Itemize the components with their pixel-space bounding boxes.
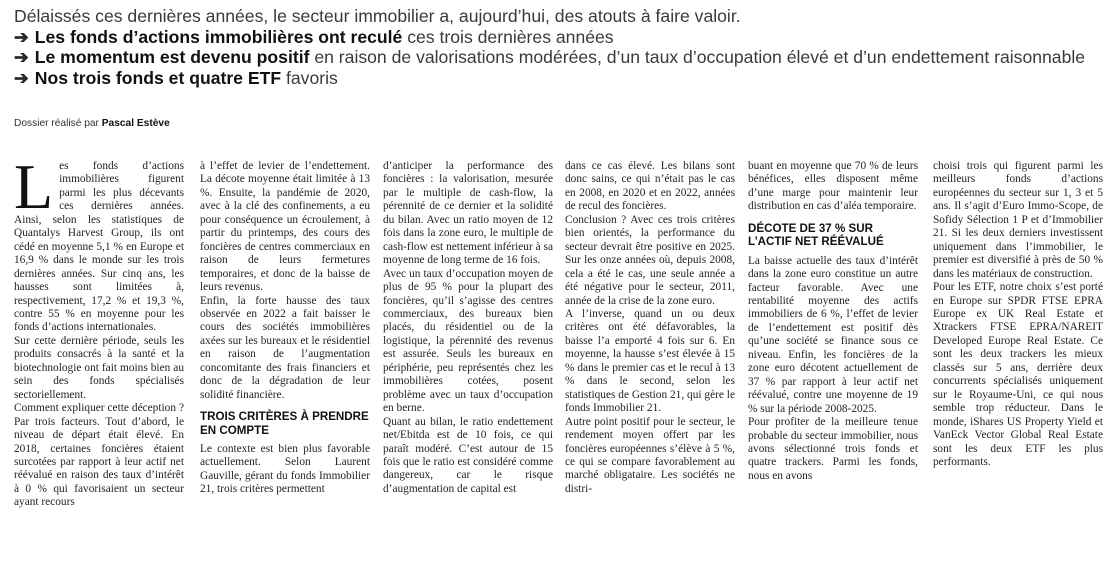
paragraph: à l’effet de levier de l’endettement. La décote moyenne était limitée à 13 %. Ensuite, la pandémie de 2020, avec à la clé des confinements, a eu pour conséquence un écroulement, à partir du printemps, des cours des foncières de centres commerciaux en raison de leurs fermetures temporaires, et donc de la baisse de leurs revenus. — [200, 160, 370, 294]
paragraph: Avec un taux d’occupation moyen de plus de 95 % pour la plupart des foncières, qu’il s’agisse des centres commerciaux, des bureaux bien placés, du résidentiel ou de la logistique, la pérennité des revenus est assurée. Seuls les bureaux en périphérie, peu représentés chez les immobilières cotées, posent problème avec un taux d’occupation en berne. — [383, 267, 553, 415]
drop-cap: L — [14, 151, 54, 222]
paragraph: Pour les ETF, notre choix s’est porté en Europe sur SPDR FTSE EPRA Europe ex UK Real Estate et Xtrackers FTSE EPRA/NAREIT Developed Europe Real Estate. Ce sont les deux trackers les mieux classés sur 5 ans, derrière deux concurrents spécialisés uniquement sur le Royaume-Uni, ce qui nous semble trop réducteur. Dans le monde, iShares US Property Yield et VanEck Vector Global Real Estate sont les deux ETF les plus performants. — [933, 281, 1103, 468]
paragraph: Conclusion ? Avec ces trois critères bien orientés, la performance du secteur devrait être positive en 2025. Sur les onze années où, depuis 2008, cela a été le cas, une seule année a été négative pour le secteur, 2011, année de la crise de la zone euro. — [565, 213, 735, 307]
byline — [14, 118, 170, 129]
arrow-icon: ➔ — [14, 67, 29, 88]
article-column-6 — [933, 160, 1103, 469]
intro-point-3-rest: favoris — [281, 67, 338, 88]
intro-point-2-bold: Le momentum est devenu positif — [34, 47, 310, 68]
arrow-icon: ➔ — [14, 26, 29, 47]
paragraph: Pour profiter de la meilleure tenue probable du secteur immobilier, nous avons sélectionné trois fonds et quatre trackers. Parmi les fonds, nous en avons — [748, 416, 918, 482]
paragraph: dans ce cas élevé. Les bilans sont donc sains, ce qui n’était pas le cas en 2008, en 2020 et en 2022, années de recul des foncières. — [565, 160, 735, 213]
intro-point-2-rest: en raison de valorisations modérées, d’un taux d’occupation élevé et d’un endettement raisonnable — [309, 47, 1086, 68]
article-column-2 — [200, 160, 370, 497]
intro-point-3-bold: Nos trois fonds et quatre ETF — [34, 67, 282, 88]
paragraph: A l’inverse, quand un ou deux critères ont été défavorables, la baisse l’a emporté 4 fois sur 6. En moyenne, la hausse s’est élevée à 15 % dans le premier cas et le recul à 13 % dans le second, selon les statistiques de Gestion 21, qui gère le fonds Immobilier 21. — [565, 307, 735, 415]
subheading: DÉCOTE DE 37 % SUR L’ACTIF NET RÉÉVALUÉ — [748, 221, 884, 249]
intro-lead: Délaissés ces dernières années, le secteur immobilier a, aujourd’hui, des atouts à faire valoir. — [14, 6, 741, 26]
intro-point-1-bold: Les fonds d’actions immobilières ont reculé — [34, 26, 403, 47]
intro-block — [14, 6, 1104, 88]
paragraph: buant en moyenne que 70 % de leurs bénéfices, elles disposent même d’une marge pour maintenir leur distribution en cas d’aléa temporaire. — [748, 160, 918, 213]
intro-point-1-rest: ces trois dernières années — [402, 26, 614, 47]
paragraph: Quant au bilan, le ratio endettement net/Ebitda est de 10 fois, ce qui paraît modéré. C’est autour de 15 fois que le ratio est considéré comme dangereux, car le risque d’augmentation de capital est — [383, 415, 553, 495]
subheading: TROIS CRITÈRES À PRENDRE EN COMPTE — [200, 410, 369, 437]
intro-point-1 — [14, 27, 1104, 48]
paragraph: d’anticiper la performance des foncières : la valorisation, mesurée par le multiple de cash-flow, la pérennité de ce dernier et la solidité du bilan. Avec un ratio moyen de 12 fois dans la zone euro, le multiple de cash-flow est nettement inférieur à sa moyenne de long terme de 16 fois. — [383, 160, 553, 267]
article-column-3 — [383, 160, 553, 496]
paragraph: Le contexte est bien plus favorable actuellement. Selon Laurent Gauville, gérant du fonds Immobilier 21, trois critères permettent — [200, 442, 370, 496]
paragraph: es fonds d’actions immobilières figurent parmi les plus décevants ces dernières années. Ainsi, selon les statistiques de Quantalys Harvest Group, ils ont cédé en moyenne 5,1 % en Europe et 16,9 % dans le monde sur les trois dernières années. Sur cinq ans, les hausses sont limitées à, respectivement, 17,2 % et 19,3 %, contre 55 % en moyenne pour les fonds d’actions internationales. — [14, 160, 184, 334]
article-column-1 — [14, 151, 184, 510]
paragraph: choisi trois qui figurent parmi les meilleurs fonds d’actions européennes du secteur sur 1, 3 et 5 ans. Il s’agit d’Euro Immo-Scope, de Sofidy Sélection 1 P et d’Immobilier 21. Si les deux derniers investissent uniquement dans l’immobilier, le premier est diversifié à près de 50 % dans les matériaux de construction. — [933, 160, 1103, 280]
byline-author: Pascal Estève — [101, 118, 170, 129]
byline-prefix: Dossier réalisé par — [14, 118, 102, 129]
article-column-4 — [565, 160, 735, 496]
intro-point-3 — [14, 68, 1104, 89]
paragraph: Sur cette dernière période, seuls les produits consacrés à la santé et la biotechnologie ont fait moins bien au sein des fonds spécialisés sectoriellement. — [14, 334, 184, 401]
article-column-5 — [748, 160, 918, 483]
paragraph: Comment expliquer cette déception ? Par trois facteurs. Tout d’abord, le niveau de départ était élevé. En 2018, certaines foncières étaient surcotées par rapport à leur actif net réévalué en raison des taux d’intérêt à 0 % qui favorisaient un secteur ayant recours — [14, 402, 184, 509]
arrow-icon: ➔ — [14, 47, 29, 68]
intro-point-2 — [14, 47, 1104, 68]
paragraph: La baisse actuelle des taux d’intérêt dans la zone euro constitue un autre facteur favorable. Avec une rentabilité moyenne des actifs immobiliers de 6 %, l’effet de levier de l’endettement est positif dès qu’une société se finance sous ce niveau. Enfin, les foncières de la zone euro décotent actuellement de 37 % par rapport à leur actif net réévalué, contre une moyenne de 19 % sur la période 2008-2025. — [748, 254, 918, 415]
paragraph: Autre point positif pour le secteur, le rendement moyen offert par les foncières européennes s’élève à 5 %, ce qui se compare favorablement au marché obligataire. Les sociétés ne distri- — [565, 415, 735, 495]
paragraph: Enfin, la forte hausse des taux observée en 2022 a fait baisser le cours des sociétés immobilières axées sur les bureaux et le résidentiel en raison de l’augmentation concomitante des frais financiers et donc de la dégradation de leur solidité financière. — [200, 294, 370, 401]
